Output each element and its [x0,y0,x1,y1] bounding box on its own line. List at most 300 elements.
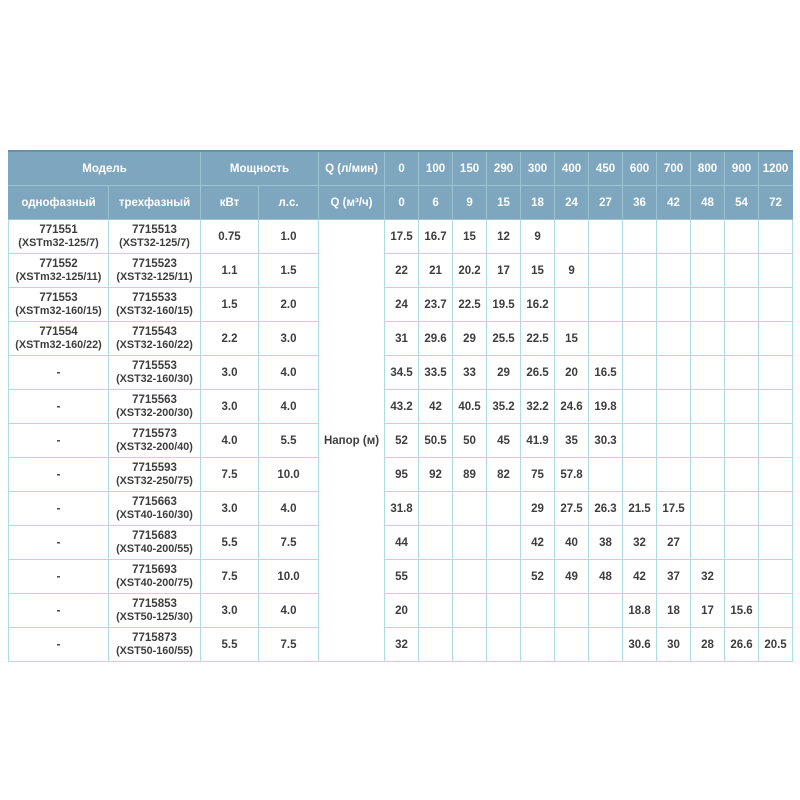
model-number: 7715533 [132,292,177,304]
model-code: (XST50-160/55) [116,645,193,657]
head-value-cell [691,254,725,288]
head-value-cell: 30 [657,628,691,662]
flow-lmin-value: 700 [657,151,691,186]
table-row [9,390,793,424]
head-value-cell: 49 [555,560,589,594]
kw-cell: 2.2 [201,322,259,356]
kw-cell: 0.75 [201,220,259,254]
head-value-cell: 9 [521,220,555,254]
head-value-cell: 32 [385,628,419,662]
head-value-cell: 52 [385,424,419,458]
model-code: (XST32-200/40) [116,441,193,453]
head-value-cell [623,356,657,390]
flow-lmin-value: 1200 [759,151,793,186]
head-value-cell: 9 [555,254,589,288]
triple-phase-model-cell [109,526,201,560]
head-value-cell: 15 [521,254,555,288]
head-value-cell [759,322,793,356]
head-value-cell [759,424,793,458]
model-number: - [56,536,61,549]
flow-m3h-value: 42 [657,186,691,220]
flow-m3h-value: 15 [487,186,521,220]
head-value-cell: 20.5 [759,628,793,662]
kw-cell: 4.0 [201,424,259,458]
head-value-cell [589,458,623,492]
triple-phase-model-cell [109,594,201,628]
triple-phase-model-cell [109,356,201,390]
flow-m3h-value: 0 [385,186,419,220]
head-value-cell [657,458,691,492]
head-value-cell: 52 [521,560,555,594]
hp-cell: 4.0 [259,390,319,424]
single-phase-model-cell [9,254,109,288]
head-value-cell [623,220,657,254]
head-value-cell: 41.9 [521,424,555,458]
kw-header: кВт [201,186,259,220]
head-value-cell [725,526,759,560]
model-number: 7715543 [132,326,177,338]
head-value-cell: 16.2 [521,288,555,322]
head-value-cell [487,560,521,594]
head-value-cell: 57.8 [555,458,589,492]
head-value-cell: 31.8 [385,492,419,526]
model-code: (XSTm32-160/15) [15,305,102,317]
head-value-cell [691,390,725,424]
hp-cell: 7.5 [259,526,319,560]
head-value-cell [453,492,487,526]
model-code: (XST32-250/75) [116,475,193,487]
single-phase-model-cell [9,356,109,390]
head-value-cell [657,356,691,390]
model-number: 7715593 [132,462,177,474]
flow-m3h-value: 48 [691,186,725,220]
head-value-cell [657,424,691,458]
head-value-cell: 29 [487,356,521,390]
head-value-cell: 22.5 [453,288,487,322]
single-phase-model-cell [9,322,109,356]
head-value-cell [759,458,793,492]
flow-lmin-value: 600 [623,151,657,186]
head-value-cell [555,628,589,662]
triple-phase-model-cell [109,322,201,356]
head-value-cell: 19.8 [589,390,623,424]
head-value-cell: 42 [623,560,657,594]
model-code: (XSTm32-125/11) [15,271,102,283]
head-value-cell: 17.5 [385,220,419,254]
head-value-cell [589,594,623,628]
head-value-cell [487,492,521,526]
flow-lmin-value: 900 [725,151,759,186]
q-lmin-header: Q (л/мин) [319,151,385,186]
head-value-cell [725,492,759,526]
model-number: 7715853 [132,598,177,610]
head-value-cell: 15 [555,322,589,356]
header-row-flow-lmin [9,151,793,186]
head-value-cell: 32 [691,560,725,594]
head-value-cell [487,594,521,628]
model-number: - [56,570,61,583]
table-header [9,151,793,220]
head-value-cell: 24 [385,288,419,322]
head-value-cell: 19.5 [487,288,521,322]
head-value-cell [657,220,691,254]
model-code: (XST32-160/30) [116,373,193,385]
head-value-cell: 32 [623,526,657,560]
head-value-cell [691,424,725,458]
head-value-cell [725,458,759,492]
single-phase-model-cell [9,288,109,322]
head-value-cell: 15 [453,220,487,254]
head-value-cell [419,594,453,628]
head-value-cell [759,288,793,322]
hp-cell: 10.0 [259,458,319,492]
head-value-cell [759,560,793,594]
model-code: (XST32-200/30) [116,407,193,419]
table-row [9,220,793,254]
model-number: 7715553 [132,360,177,372]
head-value-cell: 32.2 [521,390,555,424]
triple-phase-header: трехфазный [109,186,201,220]
head-value-cell [623,390,657,424]
head-value-cell [521,628,555,662]
triple-phase-model-cell [109,628,201,662]
head-value-cell [623,322,657,356]
single-phase-model-cell [9,594,109,628]
head-value-cell: 92 [419,458,453,492]
head-value-cell: 42 [521,526,555,560]
single-phase-model-cell [9,628,109,662]
model-code: (XSTm32-125/7) [18,237,99,249]
head-value-cell [691,458,725,492]
model-number: - [56,400,61,413]
head-value-cell: 22.5 [521,322,555,356]
kw-cell: 5.5 [201,628,259,662]
model-number: - [56,638,61,651]
head-value-cell [691,526,725,560]
q-m3h-header: Q (м³/ч) [319,186,385,220]
head-value-cell [657,322,691,356]
head-value-cell: 42 [419,390,453,424]
head-value-cell [759,356,793,390]
pump-spec-table-wrap [8,150,792,662]
table-row [9,424,793,458]
pump-spec-table [8,150,793,662]
triple-phase-model-cell [109,288,201,322]
head-value-cell: 50 [453,424,487,458]
single-phase-model-cell [9,220,109,254]
table-row [9,628,793,662]
kw-cell: 3.0 [201,594,259,628]
table-row [9,288,793,322]
model-number: 7715523 [132,258,177,270]
hp-cell: 4.0 [259,492,319,526]
hp-cell: 1.5 [259,254,319,288]
model-number: - [56,604,61,617]
table-row [9,322,793,356]
head-value-cell [725,560,759,594]
head-value-cell [725,220,759,254]
flow-lmin-value: 150 [453,151,487,186]
flow-m3h-value: 6 [419,186,453,220]
single-phase-model-cell [9,390,109,424]
hp-cell: 3.0 [259,322,319,356]
table-row [9,458,793,492]
head-value-cell: 35 [555,424,589,458]
flow-lmin-value: 0 [385,151,419,186]
head-value-cell [725,254,759,288]
head-value-cell: 75 [521,458,555,492]
head-value-cell: 31 [385,322,419,356]
head-value-cell [623,254,657,288]
head-value-cell [419,628,453,662]
kw-cell: 5.5 [201,526,259,560]
head-value-cell [419,492,453,526]
head-value-cell [759,390,793,424]
head-value-cell: 50.5 [419,424,453,458]
kw-cell: 3.0 [201,492,259,526]
head-value-cell: 22 [385,254,419,288]
single-phase-model-cell [9,458,109,492]
head-value-cell [691,322,725,356]
head-value-cell [759,594,793,628]
head-value-cell: 89 [453,458,487,492]
flow-lmin-value: 100 [419,151,453,186]
head-value-cell [589,628,623,662]
flow-lmin-value: 400 [555,151,589,186]
head-value-cell [759,220,793,254]
model-number: - [56,502,61,515]
head-value-cell [589,254,623,288]
head-value-cell: 28 [691,628,725,662]
head-value-cell: 27.5 [555,492,589,526]
model-number: 7715563 [132,394,177,406]
head-value-cell [453,526,487,560]
single-phase-model-cell [9,424,109,458]
head-value-cell: 20 [385,594,419,628]
table-row [9,526,793,560]
table-row [9,492,793,526]
model-number: 771554 [39,326,78,338]
head-value-cell: 21 [419,254,453,288]
model-header: Модель [9,151,201,186]
head-value-cell: 17.5 [657,492,691,526]
head-value-cell: 27 [657,526,691,560]
kw-cell: 3.0 [201,390,259,424]
flow-lmin-value: 800 [691,151,725,186]
flow-m3h-value: 54 [725,186,759,220]
flow-m3h-value: 18 [521,186,555,220]
table-body [9,220,793,662]
head-value-cell [589,288,623,322]
model-code: (XSTm32-160/22) [15,339,102,351]
flow-m3h-value: 36 [623,186,657,220]
hp-cell: 2.0 [259,288,319,322]
head-value-cell [657,390,691,424]
head-value-cell: 37 [657,560,691,594]
head-value-cell [453,560,487,594]
single-phase-model-cell [9,526,109,560]
hp-cell: 7.5 [259,628,319,662]
kw-cell: 3.0 [201,356,259,390]
head-value-cell: 26.3 [589,492,623,526]
model-code: (XST40-200/55) [116,543,193,555]
hp-cell: 4.0 [259,356,319,390]
head-value-cell: 16.7 [419,220,453,254]
single-phase-model-cell [9,560,109,594]
head-value-cell: 44 [385,526,419,560]
model-number: 7715513 [132,224,177,236]
flow-m3h-value: 9 [453,186,487,220]
head-value-cell: 30.6 [623,628,657,662]
table-row [9,356,793,390]
table-row [9,254,793,288]
flow-lmin-value: 300 [521,151,555,186]
head-value-cell: 35.2 [487,390,521,424]
head-value-cell: 24.6 [555,390,589,424]
head-value-cell: 20.2 [453,254,487,288]
head-value-cell [487,526,521,560]
table-row [9,560,793,594]
head-value-cell [623,424,657,458]
head-value-cell [725,390,759,424]
head-value-cell: 15.6 [725,594,759,628]
head-value-cell [691,288,725,322]
head-value-cell: 16.5 [589,356,623,390]
head-value-cell: 38 [589,526,623,560]
model-number: 771551 [39,224,78,236]
head-value-cell: 23.7 [419,288,453,322]
head-value-cell [453,628,487,662]
head-value-cell: 48 [589,560,623,594]
model-code: (XST40-200/75) [116,577,193,589]
head-value-cell [725,356,759,390]
triple-phase-model-cell [109,492,201,526]
model-number: 7715683 [132,530,177,542]
head-value-cell: 95 [385,458,419,492]
head-value-cell [589,322,623,356]
hp-cell: 1.0 [259,220,319,254]
power-header: Мощность [201,151,319,186]
head-value-cell [759,254,793,288]
head-value-cell [419,560,453,594]
head-value-cell [759,492,793,526]
head-value-cell: 34.5 [385,356,419,390]
head-value-cell [691,220,725,254]
hp-cell: 5.5 [259,424,319,458]
head-value-cell: 43.2 [385,390,419,424]
triple-phase-model-cell [109,390,201,424]
head-value-cell: 29 [521,492,555,526]
head-value-cell: 18.8 [623,594,657,628]
single-phase-model-cell [9,492,109,526]
head-value-cell: 55 [385,560,419,594]
kw-cell: 1.5 [201,288,259,322]
head-value-cell [691,356,725,390]
hp-cell: 10.0 [259,560,319,594]
model-number: 771552 [39,258,78,270]
head-value-cell [759,526,793,560]
model-code: (XST32-160/22) [116,339,193,351]
head-value-cell [521,594,555,628]
head-value-cell: 30.3 [589,424,623,458]
model-number: - [56,366,61,379]
triple-phase-model-cell [109,220,201,254]
model-number: 7715573 [132,428,177,440]
head-value-cell: 17 [487,254,521,288]
head-value-cell: 29.6 [419,322,453,356]
hp-cell: 4.0 [259,594,319,628]
header-row-flow-m3h [9,186,793,220]
head-value-cell: 82 [487,458,521,492]
flow-lmin-value: 450 [589,151,623,186]
head-value-cell: 25.5 [487,322,521,356]
head-value-cell: 12 [487,220,521,254]
flow-lmin-value: 290 [487,151,521,186]
head-value-cell [657,254,691,288]
napor-merged-cell: Напор (м) [319,220,385,662]
head-value-cell [691,492,725,526]
flow-m3h-value: 27 [589,186,623,220]
hp-header: л.с. [259,186,319,220]
triple-phase-model-cell [109,424,201,458]
triple-phase-model-cell [109,254,201,288]
model-code: (XST32-125/11) [116,271,193,283]
model-code: (XST40-160/30) [116,509,193,521]
model-number: 7715873 [132,632,177,644]
triple-phase-model-cell [109,560,201,594]
head-value-cell [555,220,589,254]
head-value-cell: 40.5 [453,390,487,424]
flow-m3h-value: 72 [759,186,793,220]
kw-cell: 7.5 [201,560,259,594]
head-value-cell: 26.5 [521,356,555,390]
head-value-cell [623,458,657,492]
head-value-cell [623,288,657,322]
head-value-cell: 45 [487,424,521,458]
model-number: 771553 [39,292,78,304]
head-value-cell [725,424,759,458]
model-code: (XST32-160/15) [116,305,193,317]
kw-cell: 1.1 [201,254,259,288]
head-value-cell: 21.5 [623,492,657,526]
triple-phase-model-cell [109,458,201,492]
head-value-cell [725,288,759,322]
head-value-cell [453,594,487,628]
head-value-cell: 17 [691,594,725,628]
model-number: 7715693 [132,564,177,576]
head-value-cell [419,526,453,560]
head-value-cell: 20 [555,356,589,390]
head-value-cell: 33.5 [419,356,453,390]
head-value-cell: 33 [453,356,487,390]
head-value-cell [555,594,589,628]
head-value-cell: 29 [453,322,487,356]
single-phase-header: однофазный [9,186,109,220]
head-value-cell [589,220,623,254]
model-number: - [56,468,61,481]
head-value-cell: 26.6 [725,628,759,662]
head-value-cell: 18 [657,594,691,628]
table-row [9,594,793,628]
model-number: - [56,434,61,447]
model-code: (XST32-125/7) [119,237,190,249]
head-value-cell [487,628,521,662]
model-number: 7715663 [132,496,177,508]
head-value-cell [725,322,759,356]
flow-m3h-value: 24 [555,186,589,220]
head-value-cell [657,288,691,322]
head-value-cell [555,288,589,322]
